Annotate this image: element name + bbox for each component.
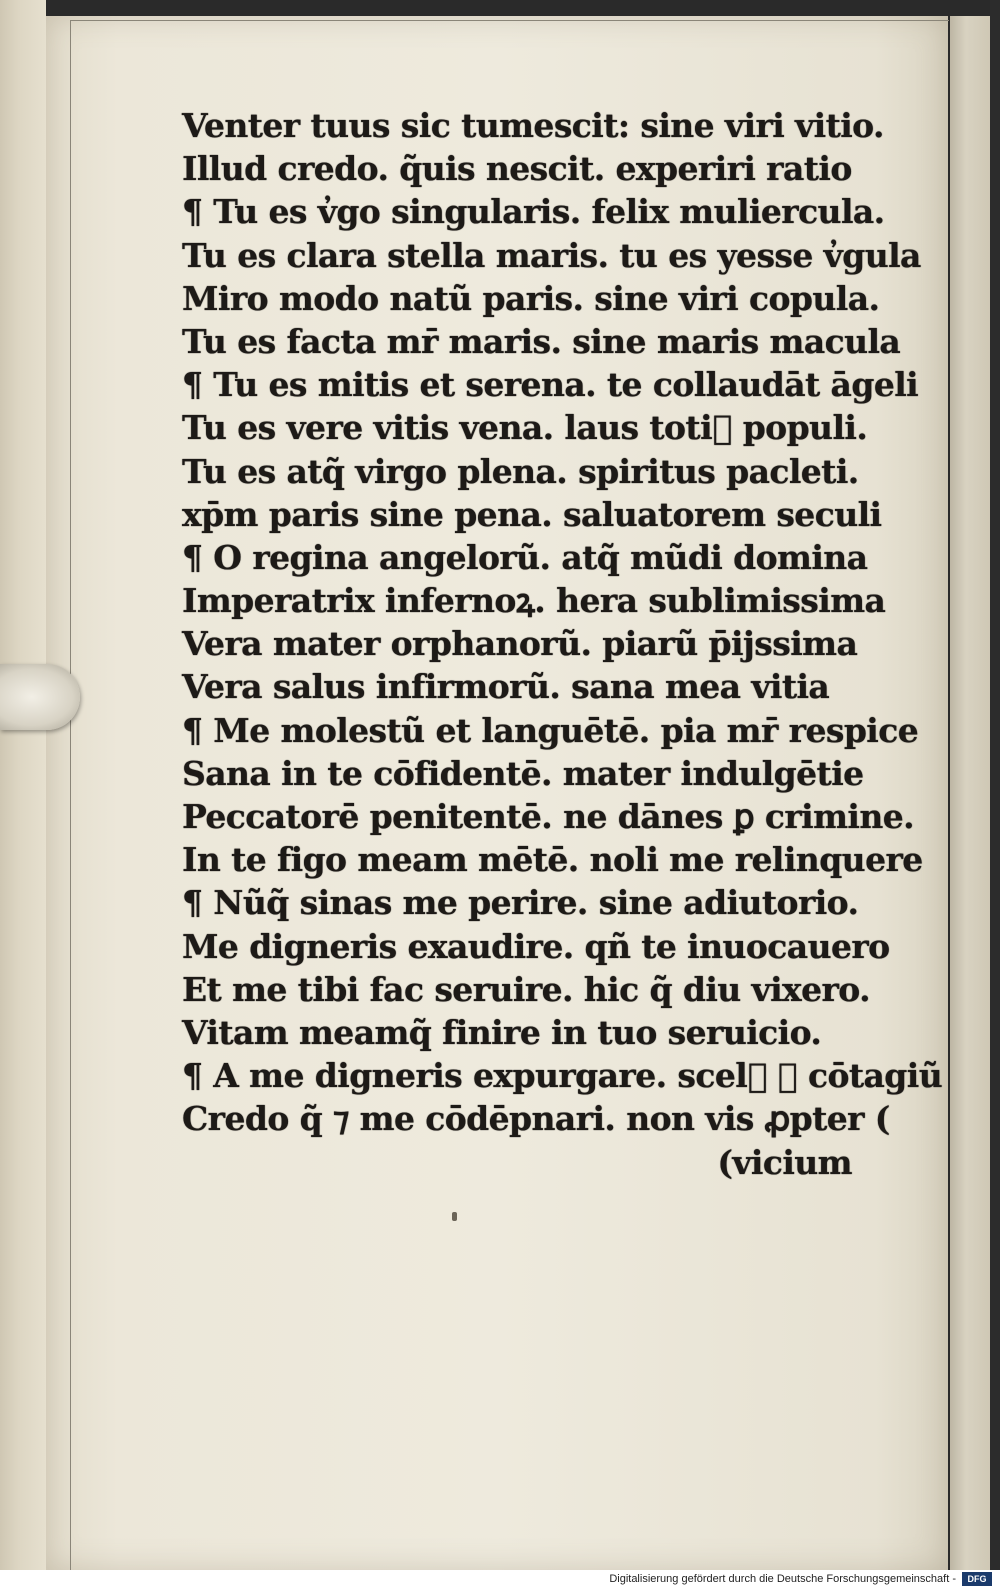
text-line: Vitam meamq̃ finire in tuo seruicio.: [182, 1012, 822, 1052]
text-line: Tu es clara stella maris. tu es yesse v̓gula: [182, 235, 921, 275]
text-line: ¶ Tu es v̓go singularis. felix muliercula.: [182, 192, 885, 232]
text-line: Credo q̃ ⁊ me cōdēpnari. non vis ꝓpter (: [182, 1099, 890, 1139]
facing-page-edge: [0, 0, 46, 1570]
text-line: ¶ Tu es mitis et serena. te collaudāt āgeli: [182, 365, 919, 405]
scan-background-strip: [990, 0, 1000, 1570]
text-line: Miro modo natũ paris. sine viri copula.: [182, 278, 880, 318]
text-line: Venter tuus sic tumescit: sine viri vitio.: [182, 106, 884, 145]
text-line: ¶ Nũq̃ sinas me perire. sine adiutorio.: [182, 883, 859, 923]
text-line: Tu es vere vitis vena. laus toti᷒ populi.: [182, 408, 868, 448]
dfg-logo: DFG: [962, 1572, 992, 1586]
ink-speck: [452, 1212, 457, 1221]
digitization-footer: [0, 1570, 1000, 1588]
text-line: Peccatorē penitentē. ne dānes ꝑ crimine.: [182, 797, 915, 836]
text-line: Tu es facta mr̄ maris. sine maris macula: [182, 321, 901, 361]
text-line: xp̄m paris sine pena. saluatorem seculi: [182, 494, 882, 534]
text-line: Sana in te cōfidentē. mater indulgētie: [182, 753, 864, 793]
next-page-edge: [950, 16, 990, 1570]
catchword: (vicium: [717, 1142, 852, 1182]
thumb-holding-page: [0, 664, 80, 730]
text-line: In te figo meam mētē. noli me relinquere: [182, 840, 923, 880]
text-line: ¶ A me digneris expurgare. scel᷒ ⁊ cōtagiũ: [182, 1056, 943, 1096]
text-line: Me digneris exaudire. qñ te inuocauero: [182, 926, 890, 966]
text-line: Imperatrix infernoꝝ. hera sublimissima: [182, 581, 886, 621]
text-line: ¶ Me molestũ et languētē. pia mr̄ respice: [182, 710, 919, 750]
text-line: Tu es atq̃ virgo plena. spiritus pacleti.: [182, 451, 859, 491]
funding-credit: Digitalisierung gefördert durch die Deutsche Forschungsgemeinschaft -: [609, 1573, 956, 1585]
text-line: Vera mater orphanorũ. piarũ p̄ijssima: [182, 624, 858, 664]
text-line: Illud credo. q̃uis nescit. experiri ratio: [182, 149, 852, 189]
text-line: ¶ O regina angelorũ. atq̃ mũdi domina: [182, 537, 868, 577]
text-line: Vera salus infirmorũ. sana mea vitia: [182, 667, 830, 707]
printed-text-block: [182, 104, 943, 1184]
text-line: Et me tibi fac seruire. hic q̃ diu vixero.: [182, 969, 871, 1009]
